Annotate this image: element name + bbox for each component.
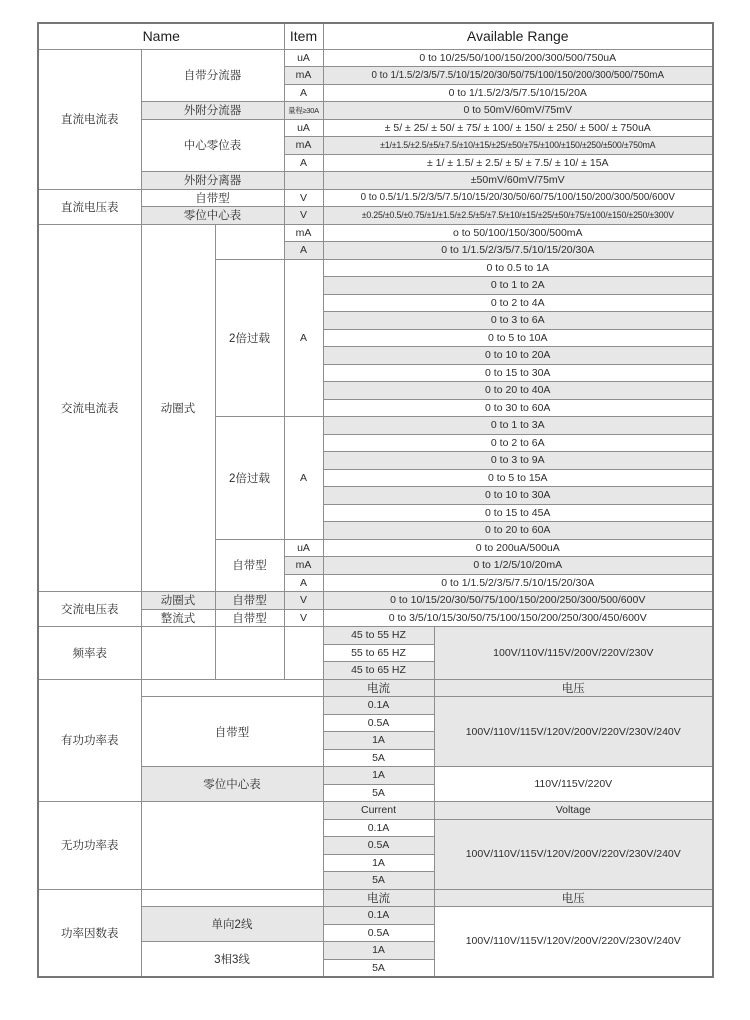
cell-subcategory: 动圈式 — [141, 592, 215, 610]
cell-range: ±50mV/60mV/75mV — [323, 172, 713, 190]
cell-range: 0 to 2 to 4A — [323, 294, 713, 312]
cell-range: 0 to 10 to 20A — [323, 347, 713, 365]
cell-range: 0 to 10/15/20/30/50/75/100/150/200/250/300/500/600V — [323, 592, 713, 610]
cell-range: 0.5A — [323, 924, 434, 942]
cell-item: 量程≥30A — [284, 102, 323, 120]
table-row — [38, 802, 713, 820]
cell-subcategory: 自带型 — [141, 189, 284, 207]
cell-spacer — [284, 627, 323, 680]
table-row — [38, 679, 713, 697]
cell-spacer — [215, 627, 284, 680]
col-header-name: Name — [38, 23, 284, 49]
cell-range: 1A — [323, 942, 434, 960]
cell-range: 0 to 30 to 60A — [323, 399, 713, 417]
cell-item: A — [284, 574, 323, 592]
table-row — [38, 49, 713, 67]
cell-subcategory: 单向2线 — [141, 907, 323, 942]
cell-column-label: 电压 — [434, 679, 713, 697]
table-row — [38, 889, 713, 907]
cell-subcategory: 中心零位表 — [141, 119, 284, 172]
cell-category: 直流电压表 — [38, 189, 141, 224]
cell-range: 0 to 2 to 6A — [323, 434, 713, 452]
cell-item: A — [284, 417, 323, 540]
cell-spacer — [141, 627, 215, 680]
cell-range: 0.1A — [323, 819, 434, 837]
cell-range: 1A — [323, 732, 434, 750]
cell-item: V — [284, 609, 323, 627]
cell-range: 100V/110V/115V/120V/200V/220V/230V/240V — [434, 697, 713, 767]
cell-category: 频率表 — [38, 627, 141, 680]
cell-spacer — [141, 679, 323, 697]
cell-range: 0.1A — [323, 907, 434, 925]
cell-item: A — [284, 259, 323, 417]
cell-item: uA — [284, 539, 323, 557]
spec-table-body — [38, 49, 713, 977]
col-header-range: Available Range — [323, 23, 713, 49]
cell-category: 交流电流表 — [38, 224, 141, 592]
cell-category: 功率因数表 — [38, 889, 141, 977]
cell-category: 直流电流表 — [38, 49, 141, 189]
cell-spacer — [215, 224, 284, 259]
cell-range: 0 to 1/1.5/2/3/5/7.5/10/15/20/30/50/75/100/150/200/300/500/750mA — [323, 67, 713, 85]
cell-range: 0 to 1 to 3A — [323, 417, 713, 435]
cell-range: 0.5A — [323, 714, 434, 732]
cell-range: 0 to 10/25/50/100/150/200/300/500/750uA — [323, 49, 713, 67]
cell-range: 45 to 55 HZ — [323, 627, 434, 645]
cell-subcategory: 零位中心表 — [141, 207, 284, 225]
cell-range: 5A — [323, 784, 434, 802]
cell-range: 0 to 3/5/10/15/30/50/75/100/150/200/250/300/450/600V — [323, 609, 713, 627]
cell-range: 0 to 20 to 40A — [323, 382, 713, 400]
cell-range: ±0.25/±0.5/±0.75/±1/±1.5/±2.5/±5/±7.5/±10/±15/±25/±50/±75/±100/±150/±250/±300V — [323, 207, 713, 225]
cell-range: 0 to 50mV/60mV/75mV — [323, 102, 713, 120]
cell-column-label: Current — [323, 802, 434, 820]
cell-range: 0 to 20 to 60A — [323, 522, 713, 540]
cell-range: 100V/110V/115V/120V/200V/220V/230V/240V — [434, 819, 713, 889]
cell-subcategory: 自带型 — [215, 609, 284, 627]
cell-range: 0 to 3 to 6A — [323, 312, 713, 330]
spec-table — [37, 22, 714, 978]
cell-item: mA — [284, 224, 323, 242]
cell-range: 0 to 0.5/1/1.5/2/3/5/7.5/10/15/20/30/50/60/75/100/150/200/300/500/600V — [323, 189, 713, 207]
cell-range: 0 to 1/2/5/10/20mA — [323, 557, 713, 575]
table-row — [38, 627, 713, 645]
cell-subcategory: 2倍过载 — [215, 417, 284, 540]
cell-item: uA — [284, 119, 323, 137]
cell-range: 0 to 15 to 45A — [323, 504, 713, 522]
cell-column-label: Voltage — [434, 802, 713, 820]
cell-range: 5A — [323, 959, 434, 977]
cell-subcategory: 自带型 — [215, 539, 284, 592]
cell-range: 0 to 1/1.5/2/3/5/7.5/10/15/20/30A — [323, 242, 713, 260]
cell-spacer — [141, 802, 323, 890]
cell-range: 0 to 0.5 to 1A — [323, 259, 713, 277]
table-row — [38, 592, 713, 610]
cell-range: ± 5/ ± 25/ ± 50/ ± 75/ ± 100/ ± 150/ ± 250/ ± 500/ ± 750uA — [323, 119, 713, 137]
cell-range: 110V/115V/220V — [434, 767, 713, 802]
table-row — [38, 224, 713, 242]
cell-item: V — [284, 592, 323, 610]
cell-subcategory: 2倍过载 — [215, 259, 284, 417]
cell-range: 0 to 1 to 2A — [323, 277, 713, 295]
cell-subcategory: 零位中心表 — [141, 767, 323, 802]
cell-subcategory: 自带型 — [215, 592, 284, 610]
cell-range: 1A — [323, 767, 434, 785]
header-row — [38, 23, 713, 49]
col-header-item: Item — [284, 23, 323, 49]
cell-range: o to 50/100/150/300/500mA — [323, 224, 713, 242]
cell-range: ±1/±1.5/±2.5/±5/±7.5/±10/±15/±25/±50/±75/±100/±150/±250/±500/±750mA — [323, 137, 713, 155]
cell-item: V — [284, 207, 323, 225]
cell-subcategory: 外附分流器 — [141, 102, 284, 120]
cell-range: 5A — [323, 749, 434, 767]
cell-range: 100V/110V/115V/200V/220V/230V — [434, 627, 713, 680]
cell-item: A — [284, 242, 323, 260]
cell-range: 0.1A — [323, 697, 434, 715]
cell-column-label: 电流 — [323, 889, 434, 907]
cell-spacer — [141, 889, 323, 907]
cell-range: 0 to 200uA/500uA — [323, 539, 713, 557]
cell-range: 0 to 5 to 15A — [323, 469, 713, 487]
cell-range: 0 to 1/1.5/2/3/5/7.5/10/15/20/30A — [323, 574, 713, 592]
table-row — [38, 189, 713, 207]
cell-range: 0 to 1/1.5/2/3/5/7.5/10/15/20A — [323, 84, 713, 102]
cell-category: 交流电压表 — [38, 592, 141, 627]
cell-range: 0 to 10 to 30A — [323, 487, 713, 505]
cell-category: 无功功率表 — [38, 802, 141, 890]
cell-range: 100V/110V/115V/120V/200V/220V/230V/240V — [434, 907, 713, 977]
cell-subcategory: 外附分离器 — [141, 172, 284, 190]
cell-range: 0 to 5 to 10A — [323, 329, 713, 347]
cell-category: 有功功率表 — [38, 679, 141, 802]
cell-subcategory: 动圈式 — [141, 224, 215, 592]
cell-item: A — [284, 84, 323, 102]
cell-range: 55 to 65 HZ — [323, 644, 434, 662]
cell-item: V — [284, 189, 323, 207]
cell-range: 0.5A — [323, 837, 434, 855]
cell-column-label: 电流 — [323, 679, 434, 697]
cell-item: A — [284, 154, 323, 172]
cell-column-label: 电压 — [434, 889, 713, 907]
cell-item: mA — [284, 557, 323, 575]
cell-subcategory: 整流式 — [141, 609, 215, 627]
cell-item: mA — [284, 137, 323, 155]
cell-range: 45 to 65 HZ — [323, 662, 434, 680]
cell-range: 5A — [323, 872, 434, 890]
cell-item: uA — [284, 49, 323, 67]
cell-subcategory: 自带分流器 — [141, 49, 284, 102]
cell-subcategory: 3相3线 — [141, 942, 323, 977]
cell-range: 1A — [323, 854, 434, 872]
cell-item — [284, 172, 323, 190]
cell-item: mA — [284, 67, 323, 85]
cell-subcategory: 自带型 — [141, 697, 323, 767]
cell-range: 0 to 15 to 30A — [323, 364, 713, 382]
cell-range: 0 to 3 to 9A — [323, 452, 713, 470]
cell-range: ± 1/ ± 1.5/ ± 2.5/ ± 5/ ± 7.5/ ± 10/ ± 15A — [323, 154, 713, 172]
